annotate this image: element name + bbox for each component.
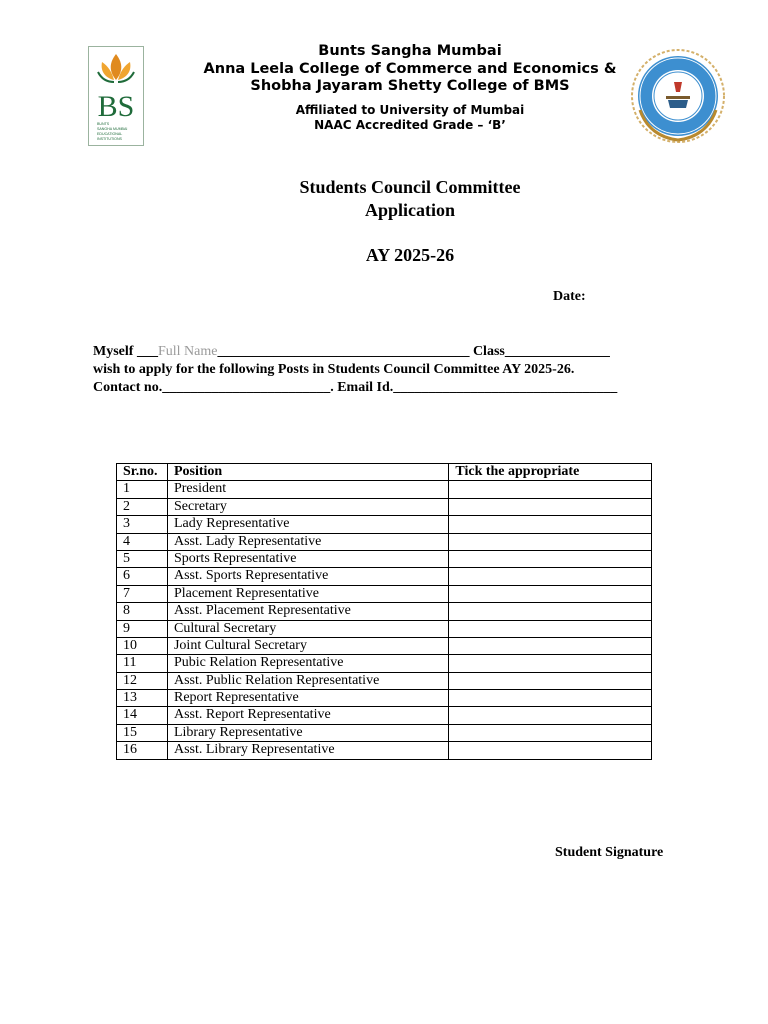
- row-position: Joint Cultural Secretary: [167, 637, 448, 654]
- naac-text: NAAC Accredited Grade – ‘B’: [314, 118, 506, 132]
- logo-letters: BS: [97, 90, 135, 123]
- row-position: Asst. Sports Representative: [167, 568, 448, 585]
- table-row: [117, 620, 652, 637]
- row-position: Asst. Library Representative: [167, 742, 448, 759]
- row-srno: 1: [117, 481, 168, 498]
- table-row: [117, 672, 652, 689]
- header-position: Position: [167, 464, 448, 481]
- table-row: [117, 585, 652, 602]
- row-srno: 8: [117, 603, 168, 620]
- row-tick-cell[interactable]: [449, 550, 652, 567]
- row-srno: 2: [117, 498, 168, 515]
- row-tick-cell[interactable]: [449, 655, 652, 672]
- row-tick-cell[interactable]: [449, 707, 652, 724]
- academic-year: AY 2025-26: [365, 245, 455, 265]
- row-srno: 10: [117, 637, 168, 654]
- row-tick-cell[interactable]: [449, 603, 652, 620]
- table-row: [117, 707, 652, 724]
- student-signature-label: Student Signature: [555, 845, 664, 860]
- row-position: Asst. Public Relation Representative: [167, 672, 448, 689]
- row-tick-cell[interactable]: [449, 637, 652, 654]
- row-tick-cell[interactable]: [449, 481, 652, 498]
- wish-text: wish to apply for the following Posts in Students Council Committee AY 2025-26.: [93, 362, 575, 377]
- header-tick: Tick the appropriate: [449, 464, 652, 481]
- row-srno: 11: [117, 655, 168, 672]
- table-row: [117, 498, 652, 515]
- row-tick-cell[interactable]: [449, 672, 652, 689]
- table-row: [117, 655, 652, 672]
- institution-name: Bunts Sangha Mumbai: [318, 43, 502, 59]
- class-field[interactable]: Class_______________: [472, 344, 610, 359]
- table-row: [117, 724, 652, 741]
- table-row: [117, 637, 652, 654]
- row-srno: 15: [117, 724, 168, 741]
- myself-line: [93, 344, 610, 360]
- table-row: [117, 533, 652, 550]
- row-tick-cell[interactable]: [449, 516, 652, 533]
- row-position: Cultural Secretary: [167, 620, 448, 637]
- row-position: Library Representative: [167, 724, 448, 741]
- table-header-row: [117, 464, 652, 481]
- row-position: Pubic Relation Representative: [167, 655, 448, 672]
- row-tick-cell[interactable]: [449, 498, 652, 515]
- row-position: Sports Representative: [167, 550, 448, 567]
- row-position: Asst. Placement Representative: [167, 603, 448, 620]
- row-srno: 3: [117, 516, 168, 533]
- college-name-line1: Anna Leela College of Commerce and Economics &: [203, 61, 617, 77]
- row-tick-cell[interactable]: [449, 724, 652, 741]
- table-row: [117, 550, 652, 567]
- row-position: Asst. Report Representative: [167, 707, 448, 724]
- contact-email-line[interactable]: Contact no.________________________. Email Id.________________________________: [93, 380, 618, 395]
- college-name-line2: Shobha Jayaram Shetty College of BMS: [250, 78, 570, 94]
- form-subtitle: Application: [364, 200, 456, 220]
- myself-pre-blank: ___: [136, 344, 158, 359]
- header-srno: Sr.no.: [117, 464, 168, 481]
- table-row: [117, 481, 652, 498]
- table-row: [117, 742, 652, 759]
- row-srno: 9: [117, 620, 168, 637]
- row-position: President: [167, 481, 448, 498]
- affiliation-text: Affiliated to University of Mumbai: [295, 103, 525, 117]
- row-srno: 5: [117, 550, 168, 567]
- row-position: Report Representative: [167, 690, 448, 707]
- svg-text:INSTITUTIONS: INSTITUTIONS: [97, 137, 122, 141]
- positions-table: [116, 463, 652, 760]
- myself-post-blank: ____________________________________: [217, 344, 473, 359]
- row-srno: 4: [117, 533, 168, 550]
- table-row: [117, 568, 652, 585]
- svg-text:SANGHA MUMBAI: SANGHA MUMBAI: [97, 127, 128, 131]
- row-srno: 16: [117, 742, 168, 759]
- svg-text:BUNTS: BUNTS: [97, 122, 110, 126]
- row-tick-cell[interactable]: [449, 568, 652, 585]
- row-srno: 14: [117, 707, 168, 724]
- row-srno: 7: [117, 585, 168, 602]
- row-tick-cell[interactable]: [449, 742, 652, 759]
- row-position: Lady Representative: [167, 516, 448, 533]
- row-srno: 13: [117, 690, 168, 707]
- svg-text:EDUCATIONAL: EDUCATIONAL: [97, 132, 123, 136]
- row-tick-cell[interactable]: [449, 690, 652, 707]
- row-position: Placement Representative: [167, 585, 448, 602]
- row-tick-cell[interactable]: [449, 585, 652, 602]
- row-srno: 6: [117, 568, 168, 585]
- row-tick-cell[interactable]: [449, 620, 652, 637]
- date-label: Date:: [553, 289, 586, 304]
- table-row: [117, 603, 652, 620]
- table-row: [117, 516, 652, 533]
- row-position: Asst. Lady Representative: [167, 533, 448, 550]
- form-title: Students Council Committee: [299, 177, 521, 197]
- bs-logo-icon: [88, 46, 144, 146]
- full-name-field[interactable]: Full Name: [157, 344, 218, 359]
- row-tick-cell[interactable]: [449, 533, 652, 550]
- row-position: Secretary: [167, 498, 448, 515]
- myself-label: Myself: [93, 344, 137, 359]
- row-srno: 12: [117, 672, 168, 689]
- table-row: [117, 690, 652, 707]
